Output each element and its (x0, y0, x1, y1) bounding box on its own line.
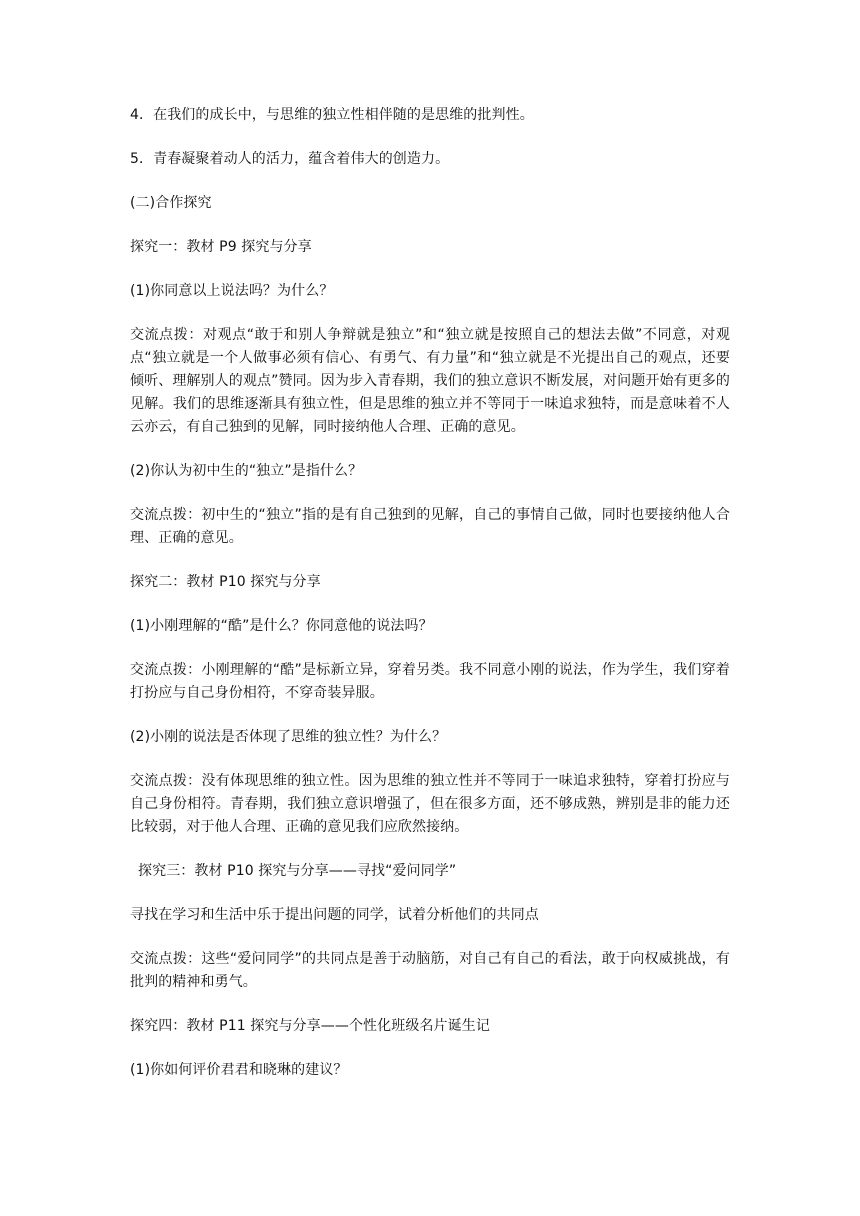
inquiry-1-answer-2: 交流点拨：初中生的“独立”指的是有自己独到的见解，自己的事情自己做，同时也要接纳他人合理、正确的意见。 (130, 507, 730, 546)
paragraph-point-4: 4．在我们的成长中，与思维的独立性相伴随的是思维的批判性。 (130, 107, 534, 123)
section-heading-cooperative-inquiry: (二)合作探究 (130, 195, 212, 211)
inquiry-3-task: 寻找在学习和生活中乐于提出问题的同学，试着分析他们的共同点 (130, 907, 539, 923)
inquiry-2-question-1: (1)小刚理解的“酷”是什么？你同意他的说法吗？ (130, 618, 433, 634)
inquiry-2-title: 探究二：教材 P10 探究与分享 (130, 574, 321, 590)
inquiry-2-question-2: (2)小刚的说法是否体现了思维的独立性？为什么？ (130, 729, 447, 745)
inquiry-3-title: 探究三：教材 P10 探究与分享——寻找“爱问同学” (138, 863, 457, 879)
inquiry-2-answer-2: 交流点拨：没有体现思维的独立性。因为思维的独立性并不等同于一味追求独特，穿着打扮应与自己身份相符。青春期，我们独立意识增强了，但在很多方面，还不够成熟，辨别是非的能力还比较弱，对于他人合理、正确的意见我们应欣然接纳。 (130, 773, 730, 835)
inquiry-1-title: 探究一：教材 P9 探究与分享 (130, 239, 312, 255)
inquiry-4-question-1: (1)你如何评价君君和晓琳的建议？ (130, 1062, 348, 1078)
document-page (130, 104, 730, 1103)
inquiry-1-question-2: (2)你认为初中生的“独立”是指什么？ (130, 463, 363, 479)
inquiry-3-answer: 交流点拨：这些“爱问同学”的共同点是善于动脑筋，对自己有自己的看法，敢于向权威挑战，有批判的精神和勇气。 (130, 951, 730, 990)
inquiry-1-question-1: (1)你同意以上说法吗？为什么？ (130, 283, 334, 299)
inquiry-2-answer-1: 交流点拨：小刚理解的“酷”是标新立异，穿着另类。我不同意小刚的说法，作为学生，我们穿着打扮应与自己身份相符，不穿奇装异服。 (130, 662, 730, 701)
inquiry-4-title: 探究四：教材 P11 探究与分享——个性化班级名片诞生记 (130, 1018, 490, 1034)
paragraph-point-5: 5．青春凝聚着动人的活力，蕴含着伟大的创造力。 (130, 151, 450, 167)
inquiry-1-answer-1: 交流点拨：对观点“敢于和别人争辩就是独立”和“独立就是按照自己的想法去做”不同意，对观点“独立就是一个人做事必须有信心、有勇气、有力量”和“独立就是不光提出自己的观点，还要倾听、理解别人的观点”赞同。因为步入青春期，我们的独立意识不断发展，对问题开始有更多的见解。我们的思维逐渐具有独立性，但是思维的独立并不等同于一味追求独特，而是意味着不人云亦云，有自己独到的见解，同时接纳他人合理、正确的意见。 (130, 327, 730, 435)
